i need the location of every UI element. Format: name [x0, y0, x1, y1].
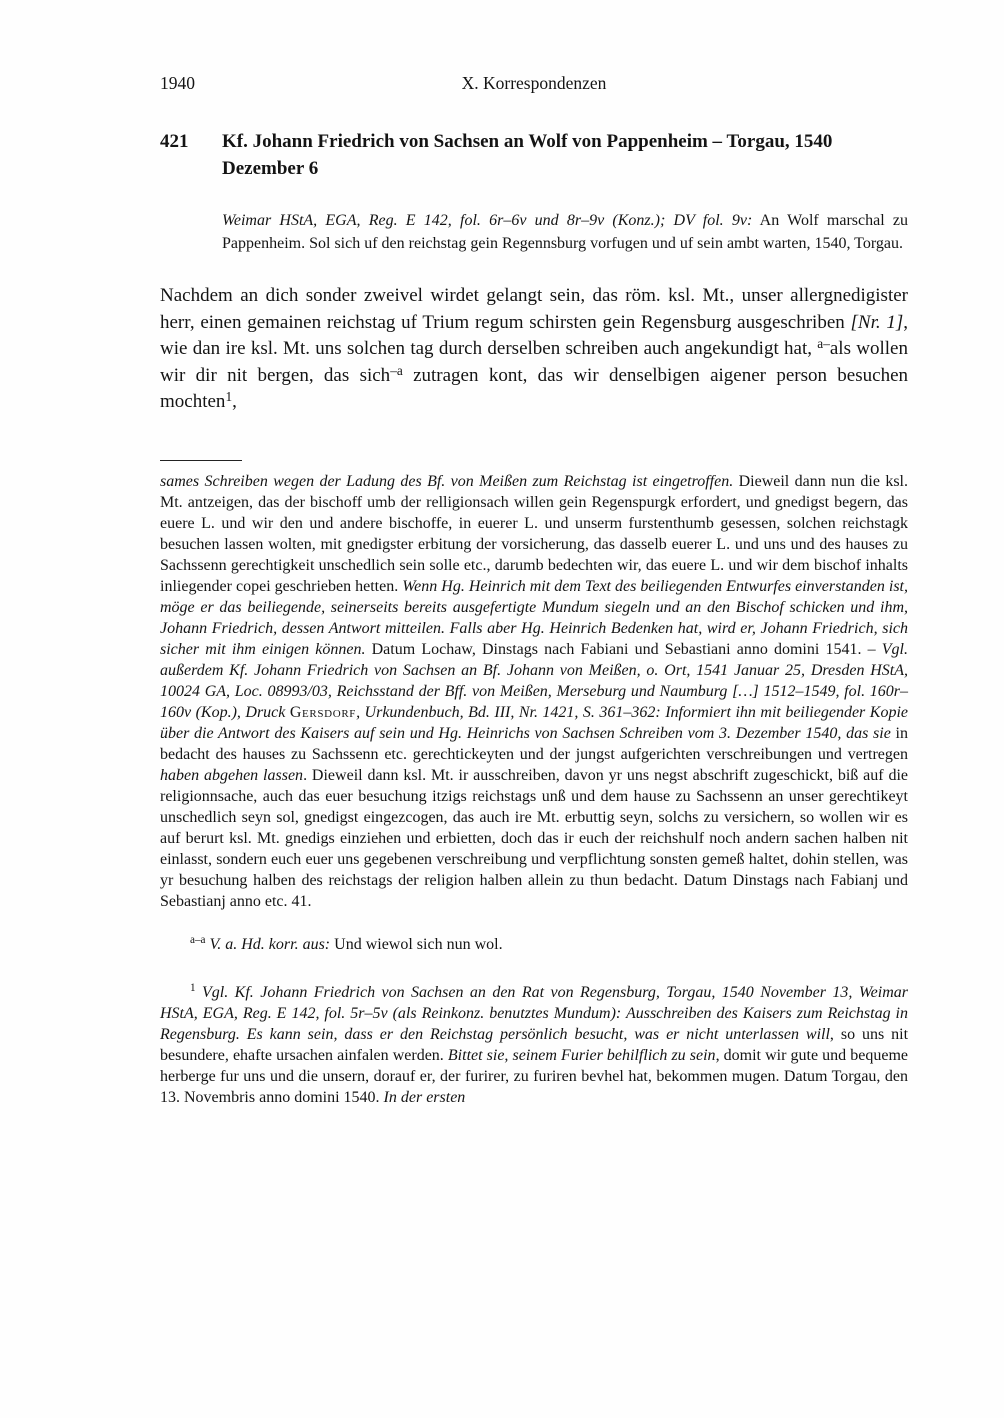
footnote-1: $^1$ Vgl. Kf. Johann Friedrich von Sachsen an den Rat von Regensburg, Torgau, 1540 November 13, Weimar HStA, EGA, Reg. E 142, fol. 5r–5v (als Reinkonz. benutztes Mundum): Ausschreiben des Kaisers zum Reichstag in Regensburg. Es kann sein, dass er den Reichstag persönlich besucht, was er nicht unterlassen will, so uns nit besundere, ehafte ursachen ainfalen werden. Bittet sie, seinem Furier behilflich zu sein, domit wir gute und bequeme herberge fur uns und die unsern, dorauf er, der furirer, zu furiren bevhel hat, bekommen mugen. Datum Torgau, den 13. Novembris anno domini 1540. In der ersten [160, 982, 909, 1106]
page-number: 1940 [160, 73, 195, 93]
entry-heading [160, 128, 908, 182]
footnote-separator [160, 460, 242, 461]
footnote-continuation: sames Schreiben wegen der Ladung des Bf. von Meißen zum Reichstag ist eingetroffen. Dieweil dann nun die ksl. Mt. antzeigen, das der bischoff umb der relligionsach willen gein Regenspurgk erfordert, und gnedigst begern, das euere L. und wir den und andere bischoffe, in euerer L. und unserm furstenthumb gesessen, solchen reichstagk besuchen lassen wolten, mit gnedigster erbitung der vorsicherung, das dasselb euerer L. und uns und des hauses zu Sachssenn gerechtigkeit unschedlich sein solle etc., darumb bedechten wir, das euere L. und wir dem bischof inhalts inliegender copei geschrieben hetten. Wenn Hg. Heinrich mit dem Text des beiliegenden Entwurfes einverstanden ist, möge er das beiliegende, seinerseits bereits ausgefertigte Mundum siegeln und an den Bischof schicken und ihm, Johann Friedrich, dessen Antwort mitteilen. Falls aber Hg. Heinrich Bedenken hat, wird er, Johann Friedrich, sich sicher mit ihm einigen können. Datum Lochaw, Dinstags nach Fabiani und Sebastiani anno domini 1541. – Vgl. außerdem Kf. Johann Friedrich von Sachsen an Bf. Johann von Meißen, o. Ort, 1541 Januar 25, Dresden HStA, 10024 GA, Loc. 08993/03, Reichsstand der Bff. von Meißen, Merseburg und Naumburg […] 1512–1549, fol. 160r–160v (Kop.), Druck Gersdorf, Urkundenbuch, Bd. III, Nr. 1421, S. 361–362: Informiert ihn mit beiliegender Kopie über die Antwort des Kaisers auf sein und Hg. Heinrichs von Sachsen Schreiben vom 3. Dezember 1540, das sie in bedacht des hauses zu Sachssenn etc. gerechtickeyten und der jungst aufgerichten verschreibungen und vertregen haben abgehen lassen. Dieweil dann ksl. Mt. ir ausschreiben, davon yr uns negst abschrift zugeschickt, biß auf die religionnsache, auch das euer besuchung itzigs reichstags unß und dem hause zu Sachssenn an unser gerechtikeyt unschedlich seyn sol, gnedigst eingezcogen, das auch ire Mt. erbuttig seyn, solchs zu versichern, so wollen wir es auf berurt ksl. Mt. gnedigs einziehen und erbietten, doch das ir euch der reichshulf noch andern sachen halben nit einlasst, sondern euch euer uns gegebenen verschreibung und verpflichtung sonsten gemeß haltet, dohin stellen, was yr besuchung halben des reichstags der religion halben allein zu thun bedacht. Datum Dinstags nach Fabianj und Sebastianj anno etc. 41. [160, 472, 909, 910]
entry-title: Kf. Johann Friedrich von Sachsen an Wolf von Pappenheim – Torgau, 1540 Dezember 6 [222, 131, 833, 179]
footnote-section [160, 460, 908, 1108]
body-paragraph: Nachdem an dich sonder zweivel wirdet gelangt sein, das röm. ksl. Mt., unser allergnedigister herr, einen gemainen reichstag uf Trium regum schirsten gein Regensburg ausgeschriben [Nr. 1], wie dan ire ksl. Mt. uns solchen tag durch derselben schreiben auch angekundigt hat, $^{a-}$als wollen wir dir nit bergen, das sich$^{-a}$ zutragen kont, das wir denselbigen aigener person besuchen mochten$^1$, [160, 285, 909, 412]
footnote-a: $^{a-a}$ V. a. Hd. korr. aus: Und wiewol sich nun wol. [190, 934, 503, 953]
running-head-row [160, 72, 908, 94]
running-head: X. Korrespondenzen [461, 73, 607, 93]
entry-number: 421 [160, 131, 189, 152]
source-note: Weimar HStA, EGA, Reg. E 142, fol. 6r–6v und 8r–9v (Konz.); DV fol. 9v: An Wolf marschal zu Pappenheim. Sol sich uf den reichstag gein Regennsburg vorfugen und uf sein ambt warten, 1540, Torgau. [222, 212, 909, 252]
